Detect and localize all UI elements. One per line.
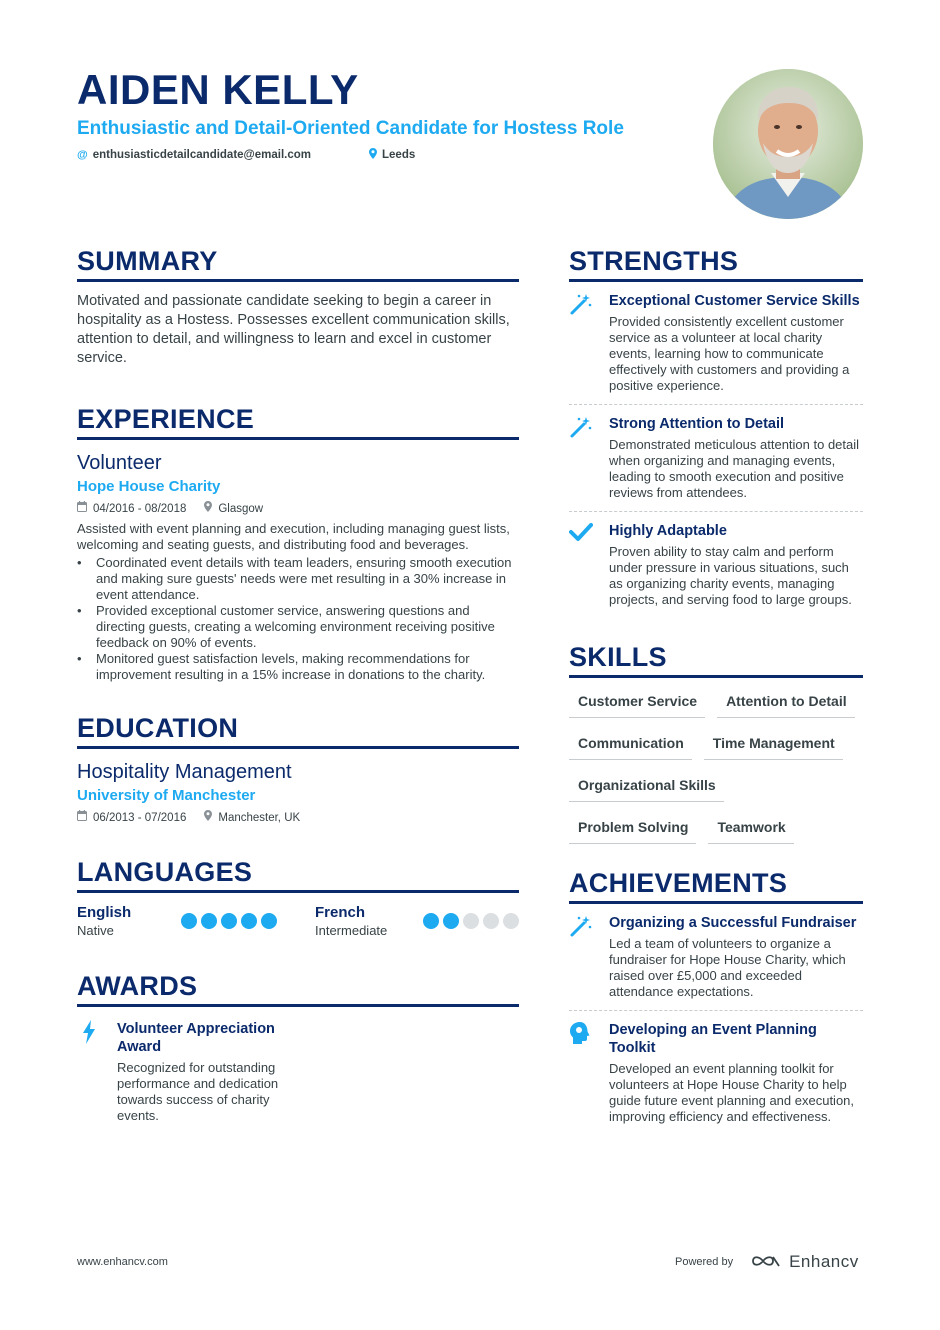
strength-description: Demonstrated meticulous attention to detail when organizing and managing events, leading to smooth execution and positive reviews from attendees. — [609, 437, 860, 500]
experience-heading: EXPERIENCE — [77, 402, 519, 440]
strength-item — [569, 405, 863, 512]
calendar-icon — [77, 501, 87, 516]
rating-dot — [503, 913, 519, 929]
magic-wand-icon — [569, 292, 609, 394]
strengths-section — [569, 244, 863, 618]
achievements-section — [569, 866, 863, 1135]
checkmark-icon — [569, 522, 609, 608]
skill-tag: Customer Service — [569, 690, 705, 718]
strength-title: Strong Attention to Detail — [609, 416, 785, 432]
award-item — [77, 1020, 519, 1124]
language-name: English — [77, 904, 132, 921]
achievements-heading: ACHIEVEMENTS — [569, 866, 863, 904]
language-item — [77, 904, 315, 939]
education-location-wrap — [204, 810, 300, 825]
achievement-item — [569, 904, 863, 1011]
education-dates: 06/2013 - 07/2016 — [93, 811, 187, 824]
candidate-name: AIDEN KELLY — [77, 66, 359, 113]
contact-row — [77, 148, 697, 162]
job-location: Glasgow — [218, 502, 264, 515]
language-rating — [181, 913, 277, 939]
skill-tag: Organizational Skills — [569, 774, 724, 802]
language-name: French — [315, 904, 366, 921]
skills-section — [569, 640, 863, 858]
skills-spacer — [736, 774, 836, 816]
pin-icon — [369, 148, 377, 162]
resume-header — [77, 64, 697, 162]
calendar-icon — [77, 810, 87, 825]
school: University of Manchester — [77, 787, 256, 804]
achievement-description: Developed an event planning toolkit for volunteers at Hope House Charity to help guide future event planning and execution, improving efficiency and effectiveness. — [609, 1061, 855, 1124]
job-bullet: • Coordinated event details with team leaders, ensuring smooth execution and making sure guests' needs were met resulting in a 30% increase in event attendance. — [77, 555, 519, 603]
language-level: Native — [77, 923, 114, 938]
location-contact — [369, 148, 415, 162]
rating-dot — [221, 913, 237, 929]
awards-heading: AWARDS — [77, 969, 519, 1007]
achievement-title: Organizing a Successful Fundraiser — [609, 915, 857, 931]
strength-title: Exceptional Customer Service Skills — [609, 293, 860, 309]
location-text: Leeds — [382, 149, 416, 161]
rating-dot — [181, 913, 197, 929]
footer-website[interactable]: www.enhancv.com — [77, 1256, 168, 1268]
strength-item — [569, 512, 863, 618]
summary-text: Motivated and passionate candidate seeking to begin a career in hospitality as a Hostess. Possesses excellent communication skills, attention to detail, and willingness to learn and excel in customer service. — [77, 293, 510, 366]
experience-section — [77, 402, 519, 683]
skill-tag: Attention to Detail — [717, 690, 855, 718]
email-contact[interactable] — [77, 148, 311, 162]
pin-icon — [204, 810, 212, 825]
job-role: Volunteer — [77, 452, 162, 474]
powered-by-text: Powered by — [675, 1256, 734, 1268]
brand-name: Enhancv — [789, 1252, 859, 1271]
education-location: Manchester, UK — [218, 811, 301, 824]
rating-dot — [261, 913, 277, 929]
strength-description: Proven ability to stay calm and perform under pressure in various situations, such as organizing charity events, managing projects, and serving food to large groups. — [609, 544, 852, 607]
strength-title: Highly Adaptable — [609, 523, 727, 539]
right-column — [569, 244, 863, 1135]
rating-dot — [423, 913, 439, 929]
job-dates: 04/2016 - 08/2018 — [93, 502, 187, 515]
skill-tag: Time Management — [704, 732, 843, 760]
rating-dot — [463, 913, 479, 929]
language-rating — [423, 913, 519, 939]
languages-heading: LANGUAGES — [77, 855, 519, 893]
skill-tag: Communication — [569, 732, 692, 760]
summary-section — [77, 244, 519, 368]
job-bullet: • Provided exceptional customer service, answering questions and directing guests, creating a welcoming environment receiving positive feedback on 90% of events. — [77, 603, 519, 651]
rating-dot — [483, 913, 499, 929]
magic-wand-icon — [569, 914, 609, 1000]
degree: Hospitality Management — [77, 761, 292, 783]
rating-dot — [241, 913, 257, 929]
strength-item — [569, 282, 863, 405]
skill-tag: Teamwork — [708, 816, 793, 844]
magic-wand-icon — [569, 415, 609, 501]
enhancv-logo-icon — [751, 1253, 783, 1272]
languages-section — [77, 855, 519, 939]
profile-photo — [713, 69, 863, 219]
achievement-title: Developing an Event Planning Toolkit — [609, 1022, 817, 1056]
footer-powered — [675, 1252, 859, 1272]
job-bullets — [77, 555, 519, 683]
skills-heading: SKILLS — [569, 640, 863, 678]
education-heading: EDUCATION — [77, 711, 519, 749]
award-title: Volunteer Appreciation Award — [117, 1021, 275, 1055]
rating-dot — [201, 913, 217, 929]
head-idea-icon — [569, 1021, 609, 1125]
rating-dot — [443, 913, 459, 929]
left-column — [77, 244, 519, 1124]
languages-row — [77, 904, 519, 939]
strengths-heading: STRENGTHS — [569, 244, 863, 282]
award-description: Recognized for outstanding performance and dedication towards success of charity events. — [117, 1060, 279, 1123]
awards-section — [77, 969, 519, 1124]
education-meta — [77, 810, 519, 825]
candidate-tagline: Enthusiastic and Detail-Oriented Candidate for Hostess Role — [77, 118, 624, 139]
skills-list — [569, 690, 863, 858]
job-description: Assisted with event planning and execution, including managing guest lists, welcoming and seating guests, and distributing food and beverages. — [77, 521, 510, 552]
language-level: Intermediate — [315, 923, 388, 938]
pin-icon — [204, 501, 212, 516]
email-text: enthusiasticdetailcandidate@email.com — [92, 149, 312, 161]
at-icon: @ — [77, 149, 88, 161]
language-item — [315, 904, 519, 939]
achievement-item — [569, 1011, 863, 1135]
skill-tag: Problem Solving — [569, 816, 696, 844]
education-section — [77, 711, 519, 825]
job-location-wrap — [204, 501, 263, 516]
strength-description: Provided consistently excellent customer service as a volunteer at local charity events, learning how to communicate effectively with customers and providing a positive experience. — [609, 314, 850, 393]
summary-heading: SUMMARY — [77, 244, 519, 282]
achievement-description: Led a team of volunteers to organize a fundraiser for Hope House Charity, which raised over £5,000 and exceeded attendance expectations. — [609, 936, 846, 999]
job-bullet: • Monitored guest satisfaction levels, making recommendations for improvement resulting in a 15% increase in donations to the charity. — [77, 651, 519, 683]
lightning-icon — [77, 1020, 117, 1124]
job-meta — [77, 501, 519, 516]
job-company: Hope House Charity — [77, 478, 221, 495]
